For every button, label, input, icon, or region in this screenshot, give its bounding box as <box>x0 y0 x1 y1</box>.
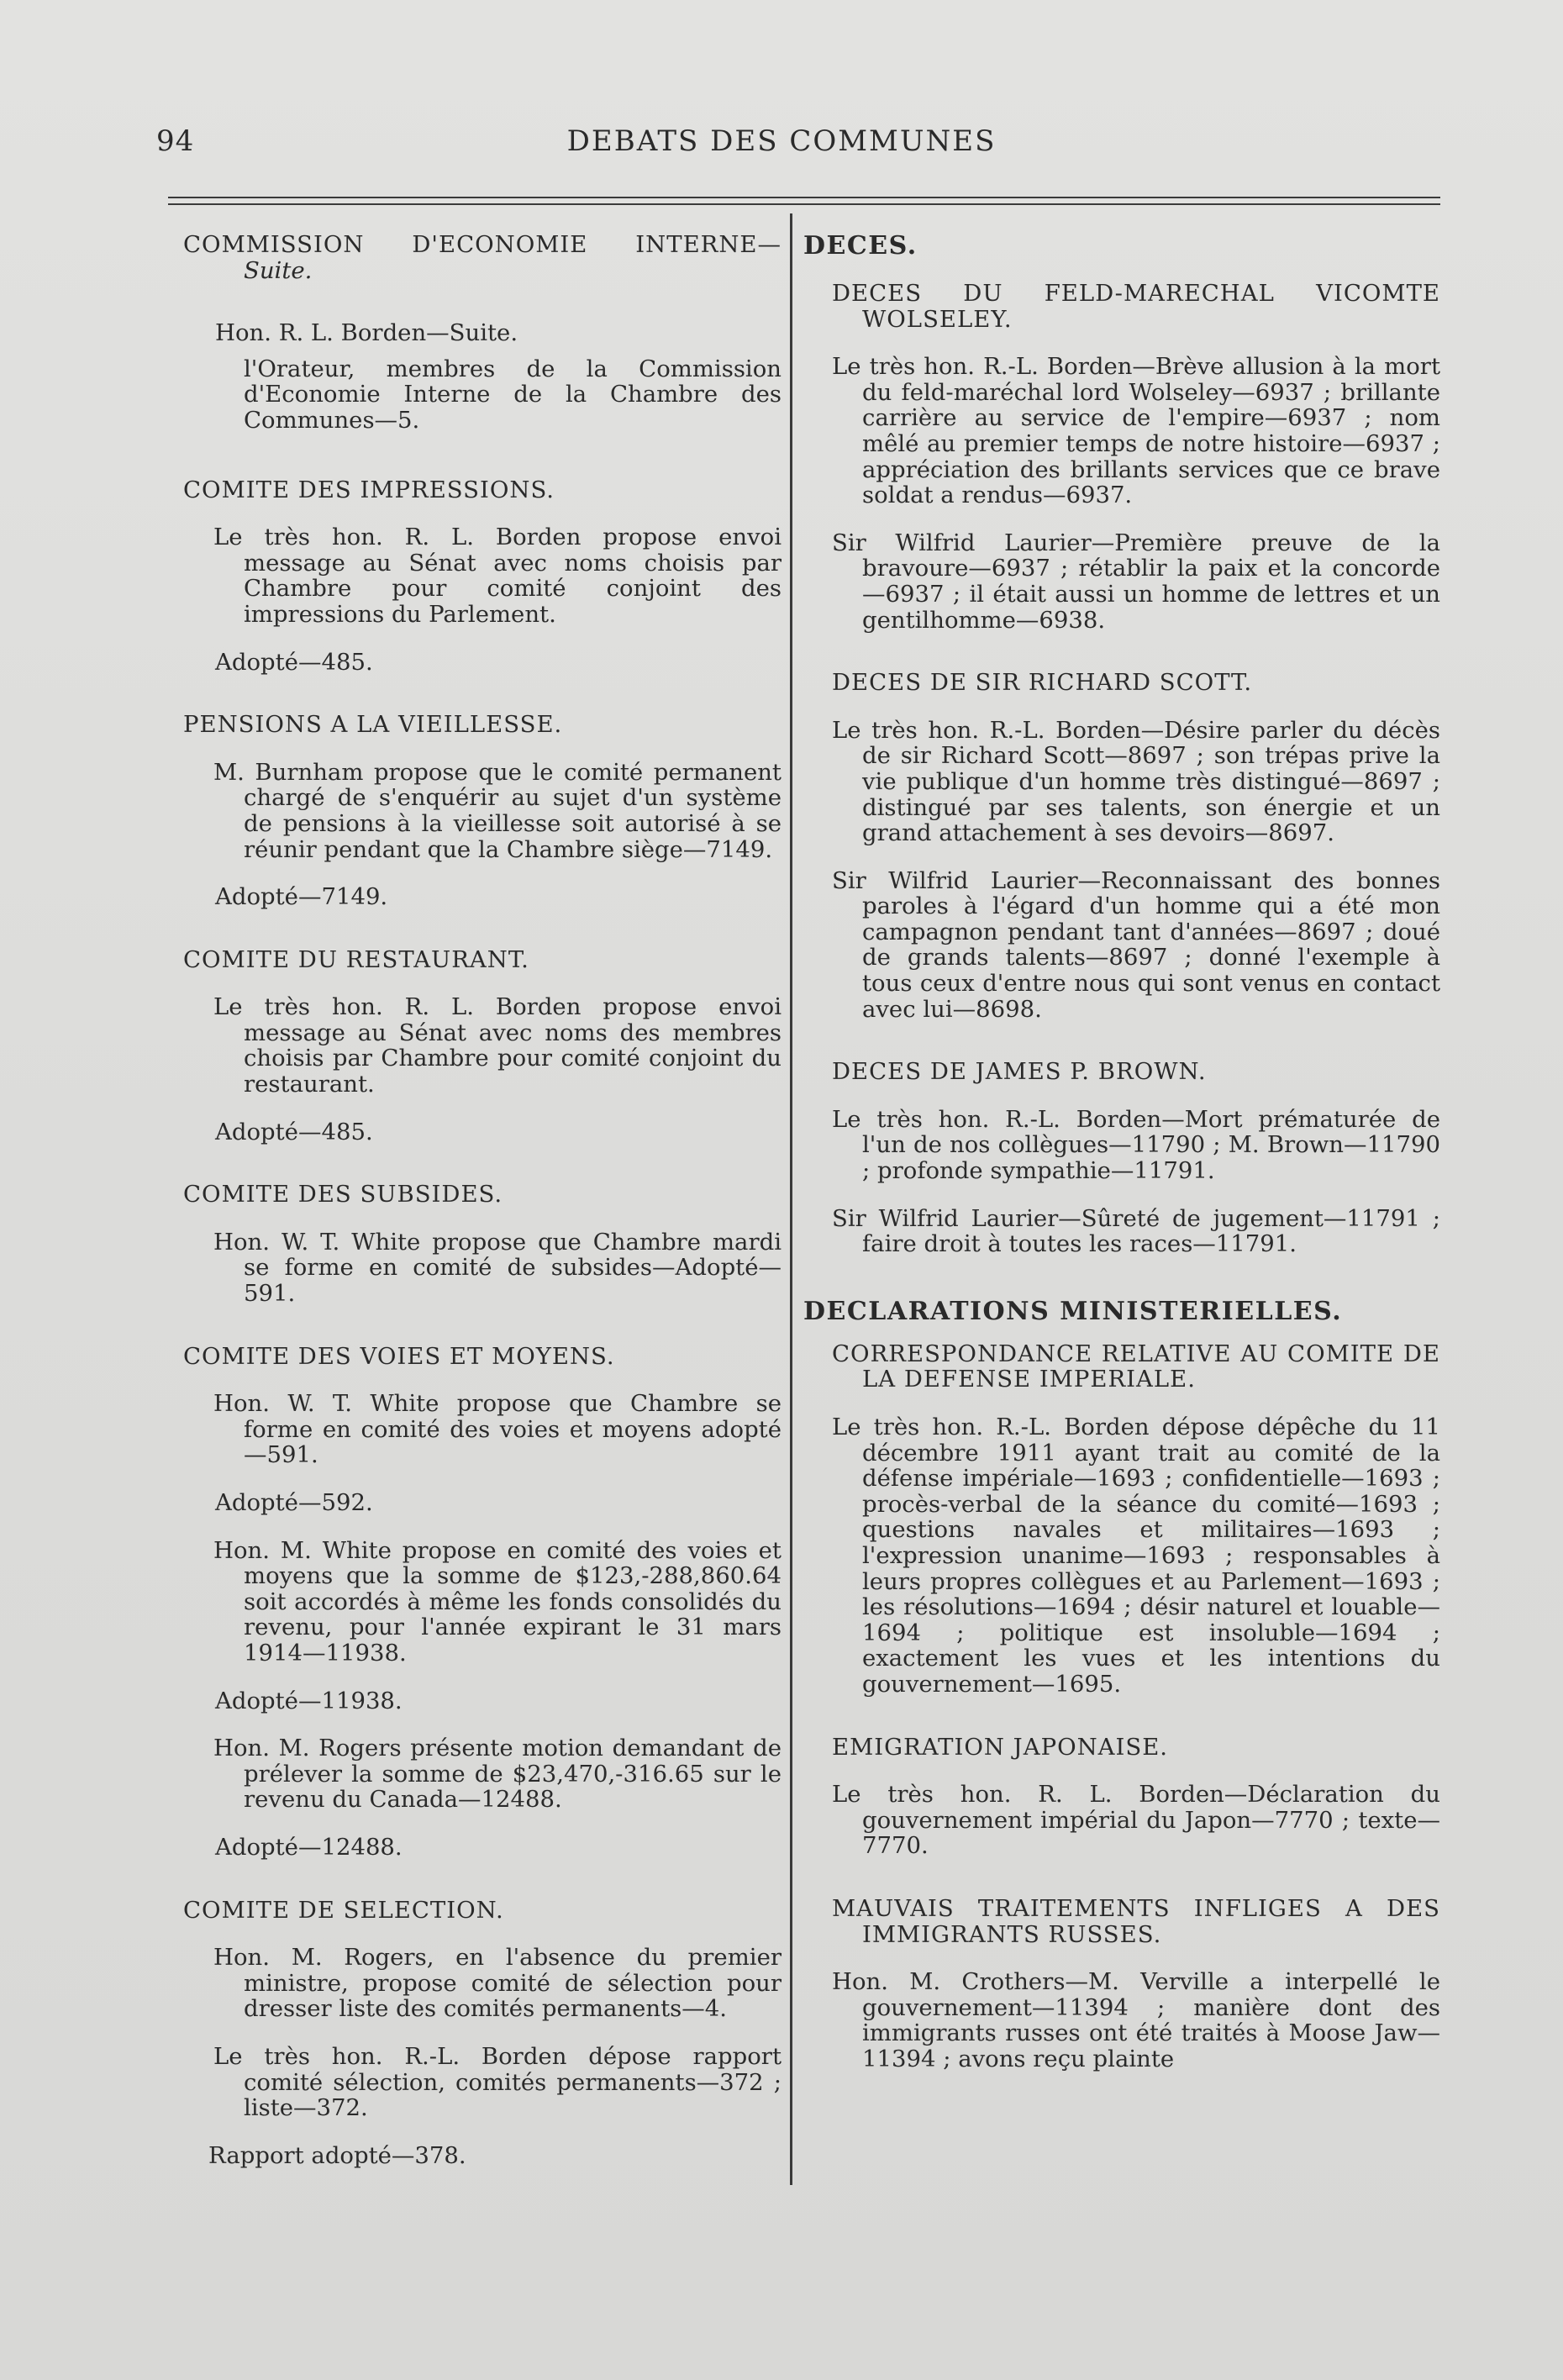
subsection-heading: MAUVAIS TRAITEMENTS INFLIGES A DES IMMIGRANTS RUSSES. <box>832 1894 1440 1948</box>
section-heading: COMMISSION D'ECONOMIE INTERNE— <box>183 231 782 258</box>
entry-paragraph: Adopté—485. <box>215 648 373 676</box>
right-column <box>803 232 1440 2072</box>
section-heading: COMITE DES VOIES ET MOYENS. <box>183 1342 615 1370</box>
entry-paragraph: Le très hon. R. L. Borden propose envoi message au Sénat avec noms choisis par Chambre pour comité conjoint des impressions du Parlement. <box>213 524 782 628</box>
entry-paragraph: Hon. W. T. White propose que Chambre se forme en comité des voies et moyens adopté—591. <box>213 1390 782 1469</box>
subsection-heading: DECES DE SIR RICHARD SCOTT. <box>832 669 1253 697</box>
section-title-deces: DECES. <box>803 231 918 261</box>
entry-paragraph: Le très hon. R.-L. Borden—Mort prématurée de l'un de nos collègues—11790 ; M. Brown—11790 ; profonde sympathie—11791. <box>832 1105 1440 1185</box>
entry-paragraph: Le très hon. R.-L. Borden dépose rapport comité sélection, comités permanents—372 ; liste—372. <box>213 2042 782 2122</box>
section-heading: COMITE DU RESTAURANT. <box>183 945 529 973</box>
entry-paragraph: Adopté—12488. <box>215 1833 403 1861</box>
entry-paragraph: Adopté—592. <box>215 1489 373 1516</box>
entry-paragraph: l'Orateur, membres de la Commission d'Economie Interne de la Chambre des Communes—5. <box>244 355 782 434</box>
subsection-heading: DECES DE JAMES P. BROWN. <box>832 1058 1207 1086</box>
entry-paragraph: Le très hon. R.-L. Borden—Désire parler du décès de sir Richard Scott—8697 ; son trépas prive la vie publique d'un homme très distingué—8697 ; distingué par ses talents, son énergie et un grand attachement à ses devoirs—8697. <box>832 716 1440 847</box>
header-rule-top <box>168 197 1440 198</box>
section-heading: COMITE DES IMPRESSIONS. <box>183 476 555 503</box>
entry-paragraph: Le très hon. R. L. Borden propose envoi message au Sénat avec noms des membres choisis par Chambre pour comité conjoint du restaurant. <box>213 993 782 1098</box>
entry-paragraph: Adopté—11938. <box>215 1687 403 1714</box>
section-heading: COMITE DE SELECTION. <box>183 1896 504 1924</box>
entry-paragraph: Adopté—7149. <box>215 883 388 911</box>
section-heading: COMITE DES SUBSIDES. <box>183 1181 503 1208</box>
entry-paragraph: Le très hon. R. L. Borden—Déclaration du gouvernement impérial du Japon—7770 ; texte—7770. <box>832 1781 1440 1860</box>
subsection-heading: DECES DU FELD-MARECHAL VICOMTE WOLSELEY. <box>832 280 1440 333</box>
entry-paragraph: M. Burnham propose que le comité permanent chargé de s'enquérir au sujet d'un système de pensions à la vieillesse soit autorisé à se réunir pendant que la Chambre siège—7149. <box>213 758 782 863</box>
entry-paragraph: Sir Wilfrid Laurier—Reconnaissant des bonnes paroles à l'égard d'un homme qui a été mon campagnon pendant tant d'années—8697 ; doué de grands talents—8697 ; donné l'exemple à tous ceux d'entre nous qui sont venus en contact avec lui—8698. <box>832 866 1440 1023</box>
section-heading-continued: Suite. <box>244 256 313 284</box>
entry-paragraph: Sir Wilfrid Laurier—Sûreté de jugement—11791 ; faire droit à toutes les races—11791. <box>832 1204 1440 1258</box>
entry-paragraph: Hon. M. Rogers présente motion demandant de prélever la somme de $23,470,-316.65 sur le revenu du Canada—12488. <box>213 1735 782 1814</box>
entry-paragraph: Hon. M. White propose en comité des voies et moyens que la somme de $123,-288,860.64 soit accordés à même les fonds consolidés du revenu, pour l'année expirant le 31 mars 1914—11938. <box>213 1536 782 1667</box>
left-column <box>183 232 782 2168</box>
section-heading: PENSIONS A LA VIEILLESSE. <box>183 711 563 739</box>
entry-paragraph: Hon. M. Crothers—M. Verville a interpellé le gouvernement—11394 ; manière dont des immigrants russes ont été traités à Moose Jaw—11394 ; avons reçu plainte <box>832 1968 1440 2072</box>
entry-paragraph: Le très hon. R.-L. Borden—Brève allusion à la mort du feld-maréchal lord Wolseley—6937 ; brillante carrière au service de l'empire—6937 ; nom mêlé au premier temps de notre histoire—6937 ; appréciation des brillants services que ce brave soldat a rendus—6937. <box>832 353 1440 509</box>
entry-paragraph: Sir Wilfrid Laurier—Première preuve de la bravoure—6937 ; rétablir la paix et la concorde—6937 ; il était aussi un homme de lettres et un gentilhomme—6938. <box>832 529 1440 634</box>
entry-paragraph: Le très hon. R.-L. Borden dépose dépêche du 11 décembre 1911 ayant trait au comité de la défense impériale—1693 ; confidentielle—1693 ; procès-verbal de la séance du comité—1693 ; questions navales et militaires—1693 ; l'expression unanime—1693 ; responsables à leurs propres collègues et au Parlement—1693 ; les résolutions—1694 ; désir naturel et louable—1694 ; politique est insoluble—1694 ; exactement les vues et les intentions du gouvernement—1695. <box>832 1414 1440 1698</box>
header-rule-bottom <box>168 203 1440 205</box>
entry-paragraph: Adopté—485. <box>215 1118 373 1145</box>
page-number: 94 <box>156 124 195 158</box>
running-title: DEBATS DES COMMUNES <box>566 124 997 158</box>
subsection-heading: EMIGRATION JAPONAISE. <box>832 1733 1169 1761</box>
entry-paragraph: Rapport adopté—378. <box>208 2141 466 2169</box>
entry-paragraph: Hon. W. T. White propose que Chambre mardi se forme en comité de subsides—Adopté—591. <box>213 1228 782 1308</box>
subsection-heading: CORRESPONDANCE RELATIVE AU COMITE DE LA DEFENSE IMPERIALE. <box>832 1340 1440 1393</box>
section-title-declarations: DECLARATIONS MINISTERIELLES. <box>803 1296 1343 1326</box>
column-divider <box>790 213 792 2185</box>
entry-paragraph: Hon. M. Rogers, en l'absence du premier ministre, propose comité de sélection pour dresser liste des comités permanents—4. <box>213 1944 782 2023</box>
speaker-line: Hon. R. L. Borden—Suite. <box>215 319 518 347</box>
